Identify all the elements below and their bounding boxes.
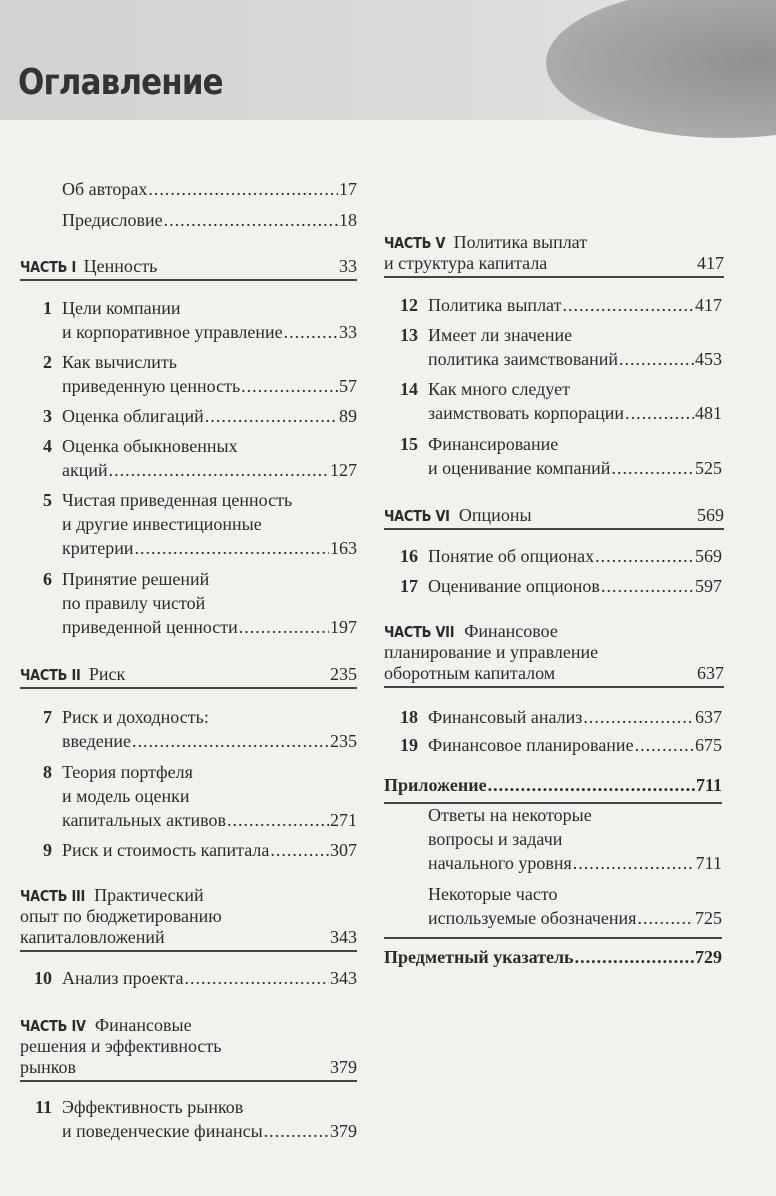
leader-dots xyxy=(135,536,330,560)
part-heading-line xyxy=(384,232,724,253)
toc-line xyxy=(62,729,357,753)
entry-title-line: Политика выплат xyxy=(428,295,562,315)
chapter-entry xyxy=(384,733,722,757)
leader-dots xyxy=(148,177,338,201)
entry-title-line: Финансовое планирование xyxy=(428,735,634,755)
appendix-rule xyxy=(384,937,722,939)
entry-body xyxy=(384,773,722,797)
part-title-wrap xyxy=(20,664,125,686)
leader-dots xyxy=(227,808,329,832)
part-title: оборотным капиталом xyxy=(384,663,556,683)
part-title: опыт по бюджетированию xyxy=(20,906,222,926)
part-title: Финансовые xyxy=(94,1015,192,1035)
leader-dots xyxy=(637,906,694,930)
entry-title-line: и модель оценки xyxy=(62,786,190,806)
chapter-number: 5 xyxy=(43,490,52,510)
part-title-wrap xyxy=(384,621,558,643)
index-title: Предметный указатель xyxy=(384,947,574,967)
part-title: рынков xyxy=(20,1057,77,1077)
page-number: 569 xyxy=(695,546,722,566)
part-title-wrap xyxy=(20,885,204,907)
page-number: 637 xyxy=(697,663,724,683)
part-label: ЧАСТЬ II xyxy=(20,666,81,684)
entry-title-line: Принятие решений xyxy=(62,569,210,589)
part-title-wrap xyxy=(20,906,222,927)
part-rule xyxy=(384,686,724,688)
chapter-entry xyxy=(20,404,357,428)
toc-line xyxy=(428,323,722,347)
chapter-entry xyxy=(20,760,357,832)
part-label: ЧАСТЬ III xyxy=(20,887,86,905)
page-number: 675 xyxy=(695,735,722,755)
entry-body xyxy=(428,882,722,930)
toc-line xyxy=(428,456,722,480)
toc-line xyxy=(428,293,722,317)
part-label: ЧАСТЬ V xyxy=(384,234,446,252)
entry-title-line: капитальных активов xyxy=(62,810,227,830)
entry-title-line: Оценивание опционов xyxy=(428,576,600,596)
toc-line xyxy=(62,404,357,428)
chapter-number: 15 xyxy=(400,434,418,454)
entry-body xyxy=(428,377,722,425)
page-number: 89 xyxy=(339,406,357,426)
chapter-entry xyxy=(384,432,722,480)
chapter-number: 7 xyxy=(43,707,52,727)
leader-dots xyxy=(575,945,694,969)
entry-body xyxy=(428,293,722,317)
toc-line xyxy=(62,784,357,808)
leader-dots xyxy=(625,401,694,425)
chapter-number: 17 xyxy=(400,576,418,596)
chapter-number: 9 xyxy=(43,840,52,860)
entry-title-line: введение xyxy=(62,731,132,751)
front-entry xyxy=(20,208,357,232)
part-rule xyxy=(384,528,724,530)
part-heading xyxy=(20,1015,357,1078)
chapter-number: 10 xyxy=(34,968,52,988)
chapter-number: 13 xyxy=(400,325,418,345)
part-title: Риск xyxy=(88,664,126,684)
leader-dots xyxy=(601,574,694,598)
toc-line xyxy=(62,320,357,344)
leader-dots xyxy=(595,544,694,568)
page-number: 343 xyxy=(330,968,357,988)
toc-line xyxy=(62,536,357,560)
entry-title-line: Как много следует xyxy=(428,379,570,399)
toc-line xyxy=(62,705,357,729)
part-title: решения и эффективность xyxy=(20,1036,222,1056)
entry-title-line: вопросы и задачи xyxy=(428,829,563,849)
part-rule xyxy=(20,1080,357,1082)
toc-line xyxy=(428,705,722,729)
toc-line xyxy=(62,1095,357,1119)
entry-title-line: Как вычислить xyxy=(62,352,177,372)
appendix-title: Приложение xyxy=(384,775,487,795)
chapter-entry xyxy=(20,567,357,639)
toc-line xyxy=(62,567,357,591)
leader-dots xyxy=(241,374,338,398)
chapter-number: 16 xyxy=(400,546,418,566)
entry-body xyxy=(62,760,357,832)
front-entry xyxy=(20,177,357,201)
page-number: 453 xyxy=(695,349,722,369)
chapter-number: 18 xyxy=(400,707,418,727)
entry-title-line: Анализ проекта xyxy=(62,968,184,988)
part-title: Ценность xyxy=(83,256,158,276)
part-heading-line xyxy=(20,664,357,685)
page-number: 379 xyxy=(330,1057,357,1077)
part-heading xyxy=(384,621,724,684)
leader-dots xyxy=(132,729,329,753)
entry-title-line: Риск и стоимость капитала xyxy=(62,840,270,860)
toc-line xyxy=(428,882,722,906)
leader-dots xyxy=(264,1119,329,1143)
entry-title-line: Риск и доходность: xyxy=(62,707,209,727)
page-number: 711 xyxy=(695,853,722,873)
entry-body xyxy=(62,705,357,753)
part-title-wrap xyxy=(20,1036,222,1057)
page-number: 417 xyxy=(695,295,722,315)
toc-line xyxy=(62,374,357,398)
toc-line xyxy=(62,177,357,201)
entry-body xyxy=(428,803,722,875)
part-title-wrap xyxy=(384,253,547,274)
page-number: 33 xyxy=(339,256,357,276)
part-heading-line xyxy=(20,256,357,277)
part-title-wrap xyxy=(20,927,165,948)
chapter-number: 8 xyxy=(43,762,52,782)
part-title-wrap xyxy=(384,663,555,684)
entry-body xyxy=(428,323,722,371)
entry-title-line: Финансовый анализ xyxy=(428,707,583,727)
part-heading xyxy=(20,885,357,948)
chapter-number: 2 xyxy=(43,352,52,372)
chapter-number: 14 xyxy=(400,379,418,399)
chapter-entry xyxy=(20,838,357,862)
chapter-entry xyxy=(384,377,722,425)
chapter-number: 6 xyxy=(43,569,52,589)
toc-line xyxy=(62,488,357,512)
toc-line xyxy=(428,377,722,401)
part-label: ЧАСТЬ VI xyxy=(384,507,450,525)
page-number: 417 xyxy=(697,253,724,273)
leader-dots xyxy=(583,705,694,729)
toc-line xyxy=(428,574,722,598)
leader-dots xyxy=(109,458,329,482)
toc-line xyxy=(62,434,357,458)
entry-body xyxy=(428,574,722,598)
chapter-entry xyxy=(384,574,722,598)
page-number: 235 xyxy=(330,731,357,751)
part-heading xyxy=(20,256,357,277)
page-number: 18 xyxy=(339,210,357,230)
part-title: капиталовложений xyxy=(20,927,165,947)
chapter-entry xyxy=(384,293,722,317)
page-number: 235 xyxy=(330,664,357,684)
toc-line xyxy=(62,760,357,784)
part-heading-line xyxy=(384,663,724,684)
chapter-number: 4 xyxy=(43,436,52,456)
page-number: 33 xyxy=(339,322,357,342)
chapter-entry xyxy=(20,966,357,990)
leader-dots xyxy=(619,347,694,371)
toc-line xyxy=(428,733,722,757)
page-number: 127 xyxy=(330,460,357,480)
entry-body xyxy=(428,544,722,568)
part-title-wrap xyxy=(384,232,587,254)
toc-line xyxy=(428,401,722,425)
part-title: и структура капитала xyxy=(384,253,548,273)
leader-dots xyxy=(562,293,694,317)
chapter-entry xyxy=(20,1095,357,1143)
part-title: планирование и управление xyxy=(384,642,599,662)
leader-dots xyxy=(239,615,329,639)
chapter-entry xyxy=(384,705,722,729)
entry-body xyxy=(62,177,357,201)
entry-title-line: Финансирование xyxy=(428,434,559,454)
page-number: 525 xyxy=(695,458,722,478)
leader-dots xyxy=(573,851,695,875)
entry-title-line: Чистая приведенная ценность xyxy=(62,490,293,510)
toc-line xyxy=(62,1119,357,1143)
entry-title-line: Понятие об опционах xyxy=(428,546,595,566)
toc-line xyxy=(428,906,722,930)
entry-body xyxy=(62,350,357,398)
toc-line xyxy=(384,945,722,969)
part-label: ЧАСТЬ VII xyxy=(384,623,455,641)
part-title: Опционы xyxy=(458,505,532,525)
part-title: Финансовое xyxy=(464,621,558,641)
toc-line xyxy=(62,296,357,320)
part-rule xyxy=(20,950,357,952)
part-heading xyxy=(20,664,357,685)
appendix-item xyxy=(384,803,722,875)
entry-body xyxy=(62,966,357,990)
entry-body xyxy=(428,705,722,729)
toc-line xyxy=(62,350,357,374)
page-number: 57 xyxy=(339,376,357,396)
chapter-entry xyxy=(20,705,357,753)
part-heading xyxy=(384,505,724,526)
entry-body xyxy=(62,488,357,560)
part-heading-line xyxy=(20,906,357,927)
page-number: 343 xyxy=(330,927,357,947)
entry-title-line: и другие инвестиционные xyxy=(62,514,262,534)
entry-title-line: по правилу чистой xyxy=(62,593,206,613)
chapter-entry xyxy=(384,323,722,371)
toc-line xyxy=(428,827,722,851)
entry-title-line: и корпоративное управление xyxy=(62,322,283,342)
part-heading-line xyxy=(20,927,357,948)
entry-title-line: приведенную ценность xyxy=(62,376,241,396)
part-title-wrap xyxy=(20,256,157,278)
page-title: Оглавление xyxy=(18,62,223,103)
chapter-entry xyxy=(20,350,357,398)
entry-body xyxy=(62,296,357,344)
page-number: 307 xyxy=(330,840,357,860)
part-heading-line xyxy=(20,885,357,906)
page-number: 637 xyxy=(695,707,722,727)
entry-title-line: Об авторах xyxy=(62,179,148,199)
chapter-entry xyxy=(384,544,722,568)
entry-body xyxy=(428,432,722,480)
part-rule xyxy=(384,276,724,278)
chapter-entry xyxy=(20,296,357,344)
entry-title-line: Оценка обыкновенных xyxy=(62,436,238,456)
leader-dots xyxy=(488,773,695,797)
entry-title-line: используемые обозначения xyxy=(428,908,637,928)
page-number: 481 xyxy=(695,403,722,423)
leader-dots xyxy=(205,404,338,428)
part-heading-line xyxy=(20,1036,357,1057)
toc-line xyxy=(62,512,357,536)
part-title-wrap xyxy=(384,505,532,527)
part-label: ЧАСТЬ IV xyxy=(20,1017,86,1035)
entry-title-line: критерии xyxy=(62,538,134,558)
entry-body xyxy=(62,1095,357,1143)
toc-line xyxy=(428,803,722,827)
entry-title-line: и поведенческие финансы xyxy=(62,1121,263,1141)
chapter-entry xyxy=(20,488,357,560)
toc-line xyxy=(428,851,722,875)
part-rule xyxy=(20,687,357,689)
part-heading-line xyxy=(20,1057,357,1078)
toc-line xyxy=(62,591,357,615)
entry-body xyxy=(62,434,357,482)
entry-title-line: Ответы на некоторые xyxy=(428,805,592,825)
page-number: 17 xyxy=(339,179,357,199)
entry-title-line: начального уровня xyxy=(428,853,572,873)
part-heading xyxy=(384,232,724,274)
part-title: Политика выплат xyxy=(453,232,588,252)
part-title: Практический xyxy=(94,885,204,905)
entry-title-line: Некоторые часто xyxy=(428,884,558,904)
entry-body xyxy=(62,404,357,428)
part-title-wrap xyxy=(20,1015,192,1037)
entry-body xyxy=(62,838,357,862)
entry-title-line: и оценивание компаний xyxy=(428,458,611,478)
toc-line xyxy=(62,808,357,832)
toc-line xyxy=(428,347,722,371)
part-heading-line xyxy=(384,253,724,274)
part-heading-line xyxy=(384,621,724,642)
page-number: 379 xyxy=(330,1121,357,1141)
entry-title-line: политика заимствований xyxy=(428,349,618,369)
leader-dots xyxy=(184,966,329,990)
toc-line xyxy=(62,838,357,862)
leader-dots xyxy=(635,733,694,757)
entry-title-line: заимствовать корпорации xyxy=(428,403,625,423)
toc-line xyxy=(62,966,357,990)
entry-body xyxy=(428,733,722,757)
entry-body xyxy=(62,208,357,232)
index-entry xyxy=(384,945,722,969)
chapter-number: 3 xyxy=(43,406,52,426)
toc-line xyxy=(428,432,722,456)
toc-line xyxy=(62,458,357,482)
entry-title-line: Оценка облигаций xyxy=(62,406,204,426)
page-number: 197 xyxy=(330,617,357,637)
entry-title-line: Имеет ли значение xyxy=(428,325,573,345)
page-number: 163 xyxy=(330,538,357,558)
entry-title-line: Теория портфеля xyxy=(62,762,193,782)
chapter-number: 12 xyxy=(400,295,418,315)
part-heading-line xyxy=(384,642,724,663)
entry-body xyxy=(62,567,357,639)
entry-title-line: акций xyxy=(62,460,108,480)
leader-dots xyxy=(164,208,338,232)
part-heading-line xyxy=(20,1015,357,1036)
entry-title-line: Эффективность рынков xyxy=(62,1097,244,1117)
page-number: 271 xyxy=(330,810,357,830)
appendix-item xyxy=(384,882,722,930)
page-number: 711 xyxy=(695,775,722,795)
part-rule xyxy=(20,279,357,281)
part-heading-line xyxy=(384,505,724,526)
chapter-entry xyxy=(20,434,357,482)
chapter-number: 1 xyxy=(43,298,52,318)
toc-line xyxy=(428,544,722,568)
chapter-number: 11 xyxy=(34,1097,52,1117)
leader-dots xyxy=(284,320,338,344)
entry-title-line: Цели компании xyxy=(62,298,181,318)
page-number: 729 xyxy=(695,947,722,967)
entry-body xyxy=(384,945,722,969)
page-number: 569 xyxy=(697,505,724,525)
toc-line xyxy=(384,773,722,797)
page-number: 597 xyxy=(695,576,722,596)
appendix-entry xyxy=(384,773,722,797)
part-title-wrap xyxy=(20,1057,76,1078)
leader-dots xyxy=(270,838,329,862)
page-number: 725 xyxy=(695,908,722,928)
toc-line xyxy=(62,615,357,639)
leader-dots xyxy=(611,456,694,480)
entry-title-line: приведенной ценности xyxy=(62,617,238,637)
part-title-wrap xyxy=(384,642,598,663)
entry-title-line: Предисловие xyxy=(62,210,163,230)
toc-line xyxy=(62,208,357,232)
part-label: ЧАСТЬ I xyxy=(20,258,76,276)
chapter-number: 19 xyxy=(400,735,418,755)
